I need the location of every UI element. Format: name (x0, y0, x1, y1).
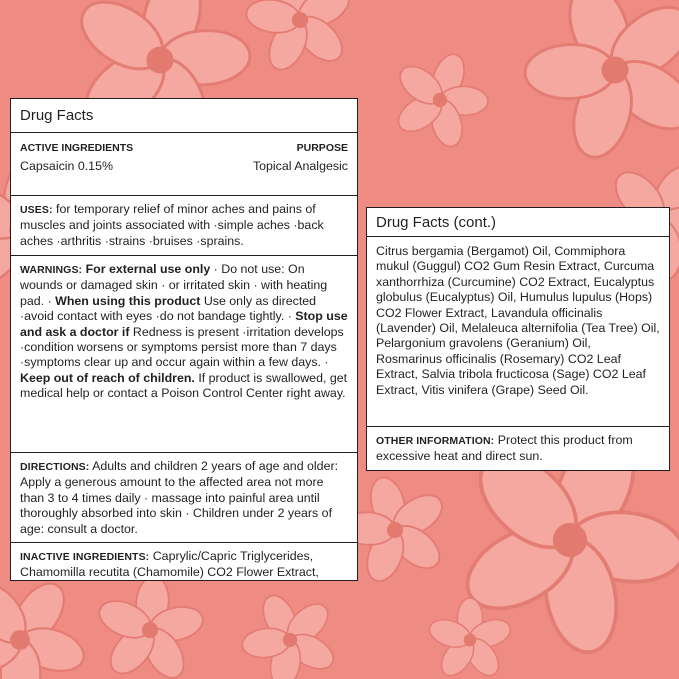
inactive-ingredients-section (11, 543, 357, 587)
directions-text: Adults and children 2 years of age and older: Apply a generous amount to the affected area not more than 3 to 4 times daily · massage into painful area until thoroughly absorbed into skin · Children under 2 years of age: consult a doctor. (20, 459, 339, 536)
directions-label: DIRECTIONS: (20, 461, 90, 473)
active-ingredients-label: ACTIVE INGREDIENTS (20, 142, 134, 154)
other-information-label: OTHER INFORMATION: (376, 435, 495, 447)
active-ingredients-section (11, 133, 357, 196)
stop-use-text: Redness is present ·irritation develops ·condition worsens or symptoms persist more than 7 days ·symptoms clear up and occur again within a few days. · (20, 324, 344, 370)
drug-facts-panel (10, 98, 358, 581)
external-use-text: · Do not use: On wounds or damaged skin · or irritated skin · with heating pad. · (20, 262, 328, 308)
warnings-section (11, 256, 357, 453)
when-using-heading: When using this product (55, 293, 201, 308)
purpose-label: PURPOSE (296, 142, 348, 154)
keep-out-text: If product is swallowed, get medical help or contact a Poison Control Center right away. (20, 370, 348, 401)
drug-facts-continued-panel (366, 207, 670, 471)
keep-out-heading: Keep out of reach of children. (20, 370, 195, 385)
other-information-section (367, 427, 669, 471)
stop-use-heading: Stop use and ask a doctor if (20, 309, 348, 339)
warnings-label: WARNINGS: (20, 264, 83, 276)
other-information-text: Protect this product from excessive heat and direct sun. (376, 433, 633, 464)
inactive-ingredients-label: INACTIVE INGREDIENTS: (20, 551, 150, 563)
purpose-value: Topical Analgesic (252, 159, 348, 174)
uses-text: for temporary relief of minor aches and pains of muscles and joints associated with ·simple aches ·back aches ·arthritis ·strains ·bruises ·sprains. (20, 202, 324, 248)
active-ingredient-value: Capsaicin 0.15% (20, 159, 113, 174)
inactive-ingredients-text: Caprylic/Capric Triglycerides, Chamomilla recutita (Chamomile) CO2 Flower Extract, (20, 549, 319, 580)
ingredients-continued-section (367, 237, 669, 427)
ingredients-continued-text: Citrus bergamia (Bergamot) Oil, Commiphora mukul (Guggul) CO2 Gum Resin Extract, Curcuma xanthorrhiza (Curcumine) CO2 Extract, Eucalyptus globulus (Eucalyptus) Oil, Humulus lupulus (Hops) CO2 Flower Extract, Lavandula officinalis (Lavender) Oil, Melaleuca alternifolia (Tea Tree) Oil, Pelargonium gravolens (Geranium) Oil, Rosmarinus officinalis (Rosemary) CO2 Leaf Extract, Salvia tribola fructicosa (Sage) CO2 Leaf Extract, Vitis vinifera (Grape) Seed Oil. (376, 244, 660, 397)
uses-section (11, 196, 357, 256)
uses-label: USES: (20, 204, 53, 216)
external-use-heading: For external use only (82, 262, 211, 276)
directions-section (11, 453, 357, 543)
panel-title: Drug Facts (11, 99, 357, 133)
when-using-text: Use only as directed ·avoid contact with eyes ·do not bandage tightly. · (20, 293, 317, 324)
panel-title-continued: Drug Facts (cont.) (367, 208, 669, 237)
